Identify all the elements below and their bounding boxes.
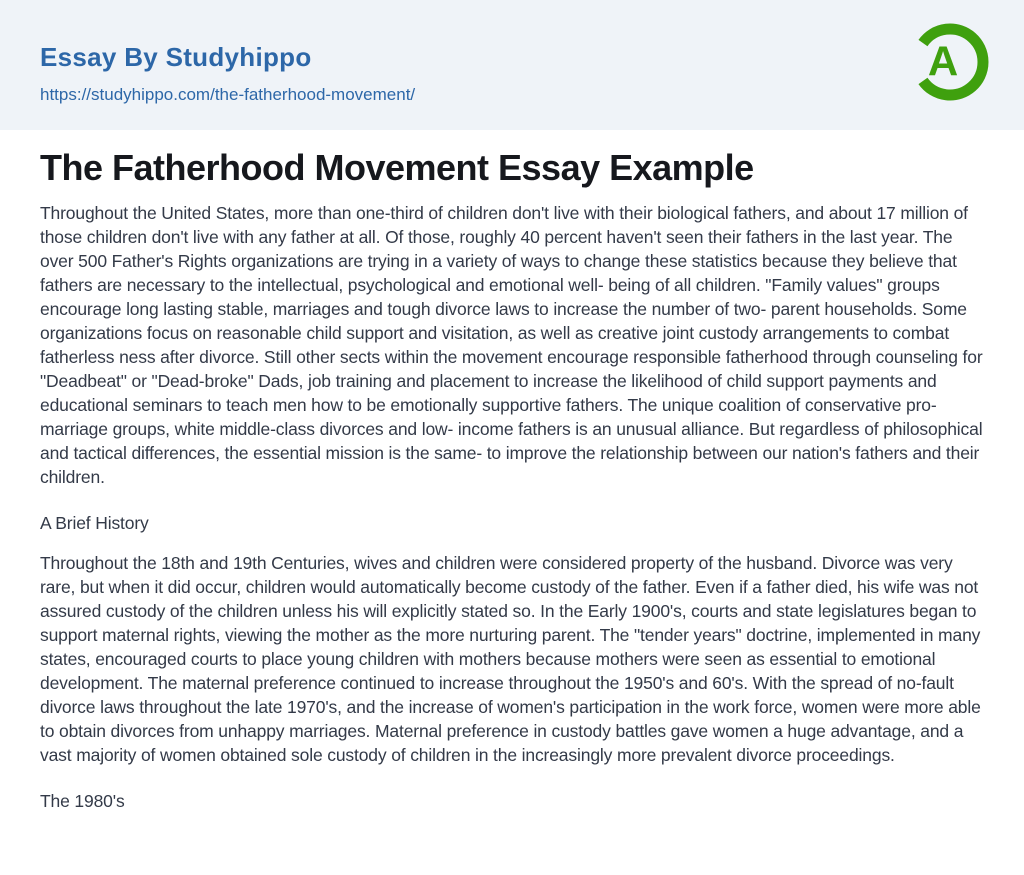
site-header [0,0,1024,130]
page-url-link[interactable]: https://studyhippo.com/the-fatherhood-movement/ [40,85,416,104]
page-title: The Fatherhood Movement Essay Example [40,147,754,188]
site-label-link[interactable]: Essay By Studyhippo [40,42,312,72]
essay-paragraph-history: Throughout the 18th and 19th Centuries, wives and children were considered property of the husband. Divorce was very rare, but when it did occur, children would automatically become custody of the father. Even if a father died, his wife was not assured custody of the children unless his will explicitly stated so. In the Early 1900's, courts and state legislatures began to support maternal rights, viewing the mother as the more nurturing parent. The "tender years" doctrine, implemented in many states, encouraged courts to place young children with mothers because mothers were seen as essential to emotional development. The maternal preference continued to increase throughout the 1950's and 60's. With the spread of no-fault divorce laws throughout the late 1970's, and the increase of women's participation in the work force, women were more able to obtain divorces from unhappy marriages. Maternal preference in custody battles gave women a huge advantage, and a vast majority of women obtained sole custody of children in the increasingly more prevalent divorce proceedings. [40,553,981,765]
essay-content [0,130,1024,813]
section-heading-brief-history: A Brief History [40,513,149,533]
essay-paragraph-intro: Throughout the United States, more than one-third of children don't live with their biological fathers, and about 17 million of those children don't live with any father at all. Of those, roughly 40 percent haven't seen their fathers in the last year. The over 500 Father's Rights organizations are trying in a variety of ways to change these statistics because they believe that fathers are necessary to the intellectual, psychological and emotional well- being of all children. "Family values" groups encourage long lasting stable, marriages and tough divorce laws to increase the number of two- parent households. Some organizations focus on reasonable child support and visitation, as well as creative joint custody arrangements to combat fatherless ness after divorce. Still other sects within the movement encourage responsible fatherhood through counseling for "Deadbeat" or "Dead-broke" Dads, job training and placement to increase the likelihood of child support payments and educational seminars to teach men how to be emotionally supportive fathers. The unique coalition of conservative pro-marriage groups, white middle-class divorces and low- income fathers is an unusual alliance. But regardless of philosophical and tactical differences, the essential mission is the same- to improve the relationship between our nation's fathers and their children. [40,203,983,487]
section-heading-1980s: The 1980's [40,791,125,811]
logo-letter: A [927,37,959,85]
studyhippo-logo-icon [910,22,990,102]
